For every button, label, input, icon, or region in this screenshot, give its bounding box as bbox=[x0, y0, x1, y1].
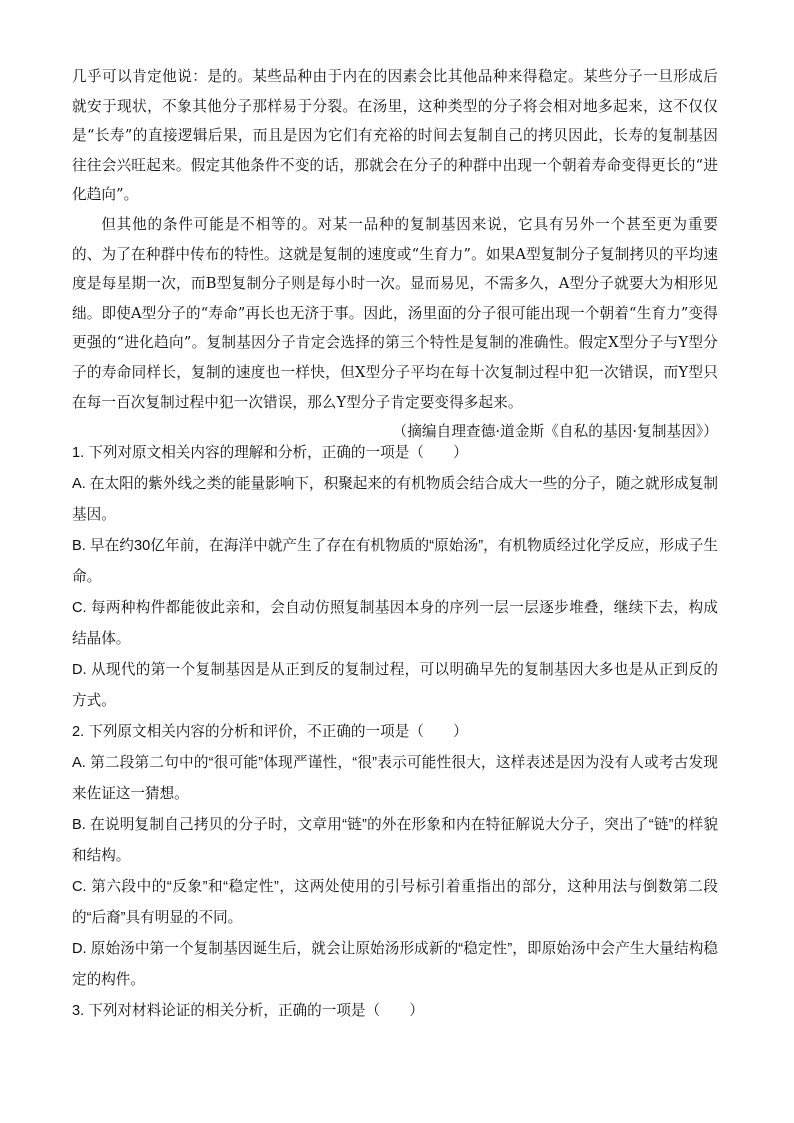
option-b: B. 早在约30亿年前，在海洋中就产生了存在有机物质的“原始汤”，有机物质经过化学反应，形成子生命。 bbox=[72, 538, 718, 585]
option-a: A. 第二段第二句中的“很可能”体现严谨性，“很”表示可能性很大，这样表述是因为没有人或考古发现来佐证这一猜想。 bbox=[72, 755, 718, 802]
question-list bbox=[72, 438, 718, 1027]
question-stem: 2. 下列原文相关内容的分析和评价，不正确的一项是（ ） bbox=[72, 724, 468, 740]
passage-paragraph-1: 几乎可以肯定他说：是的。某些品种由于内在的因素会比其他品种来得稳定。某些分子一旦形成后就安于现状，不象其他分子那样易于分裂。在汤里，这种类型的分子将会相对地多起来，这不仅仅是“长寿”的直接逻辑后果，而且是因为它们有充裕的时间去复制自己的拷贝因此，长寿的复制基因往往会兴旺起来。假定其他条件不变的话，那就会在分子的种群中出现一个朝着寿命变得更长的“进化趋向”。 bbox=[72, 68, 718, 204]
option-b: B. 在说明复制自己拷贝的分子时，文章用“链”的外在形象和内在特征解说大分子，突出了“链”的样貌和结构。 bbox=[72, 817, 718, 864]
option-c: C. 每两种构件都能彼此亲和，会自动仿照复制基因本身的序列一层一层逐步堆叠，继续下去，构成结晶体。 bbox=[72, 600, 718, 647]
option-a: A. 在太阳的紫外线之类的能量影响下，积聚起来的有机物质会结合成大一些的分子，随之就形成复制基因。 bbox=[72, 476, 718, 523]
reading-passage bbox=[72, 62, 718, 447]
option-c: C. 第六段中的“反象”和“稳定性”，这两处使用的引号标引着重指出的部分，这种用法与倒数第二段的“后裔”具有明显的不同。 bbox=[72, 879, 718, 926]
question-2 bbox=[72, 717, 718, 996]
question-stem: 3. 下列对材料论证的相关分析，正确的一项是（ ） bbox=[72, 1003, 424, 1019]
question-1 bbox=[72, 438, 718, 717]
passage-source: （摘编自理查德·道金斯《自私的基因·复制基因》） bbox=[392, 423, 718, 441]
option-d: D. 原始汤中第一个复制基因诞生后，就会让原始汤形成新的“稳定性”，即原始汤中会产生大量结构稳定的构件。 bbox=[72, 941, 718, 988]
passage-paragraph-2: 但其他的条件可能是不相等的。对某一品种的复制基因来说，它具有另外一个甚至更为重要的、为了在种群中传布的特性。这就是复制的速度或“生育力”。如果A型复制分子复制拷贝的平均速度是每星期一次，而B型复制分子则是每小时一次。显而易见，不需多久，A型分子就要大为相形见绌。即使A型分子的“寿命”再长也无济于事。因此，汤里面的分子很可能出现一个朝着“生育力”变得更强的“进化趋向”。复制基因分子肯定会选择的第三个特性是复制的准确性。假定X型分子与Y型分子的寿命同样长，复制的速度也一样快，但X型分子平均在每十次复制过程中犯一次错误，而Y型只在每一百次复制过程中犯一次错误，那么Y型分子肯定要变得多起来。 bbox=[72, 215, 718, 411]
question-stem: 1. 下列对原文相关内容的理解和分析，正确的一项是（ ） bbox=[72, 445, 468, 461]
option-d: D. 从现代的第一个复制基因是从正到反的复制过程，可以明确早先的复制基因大多也是从正到反的方式。 bbox=[72, 662, 718, 709]
question-3 bbox=[72, 996, 718, 1027]
